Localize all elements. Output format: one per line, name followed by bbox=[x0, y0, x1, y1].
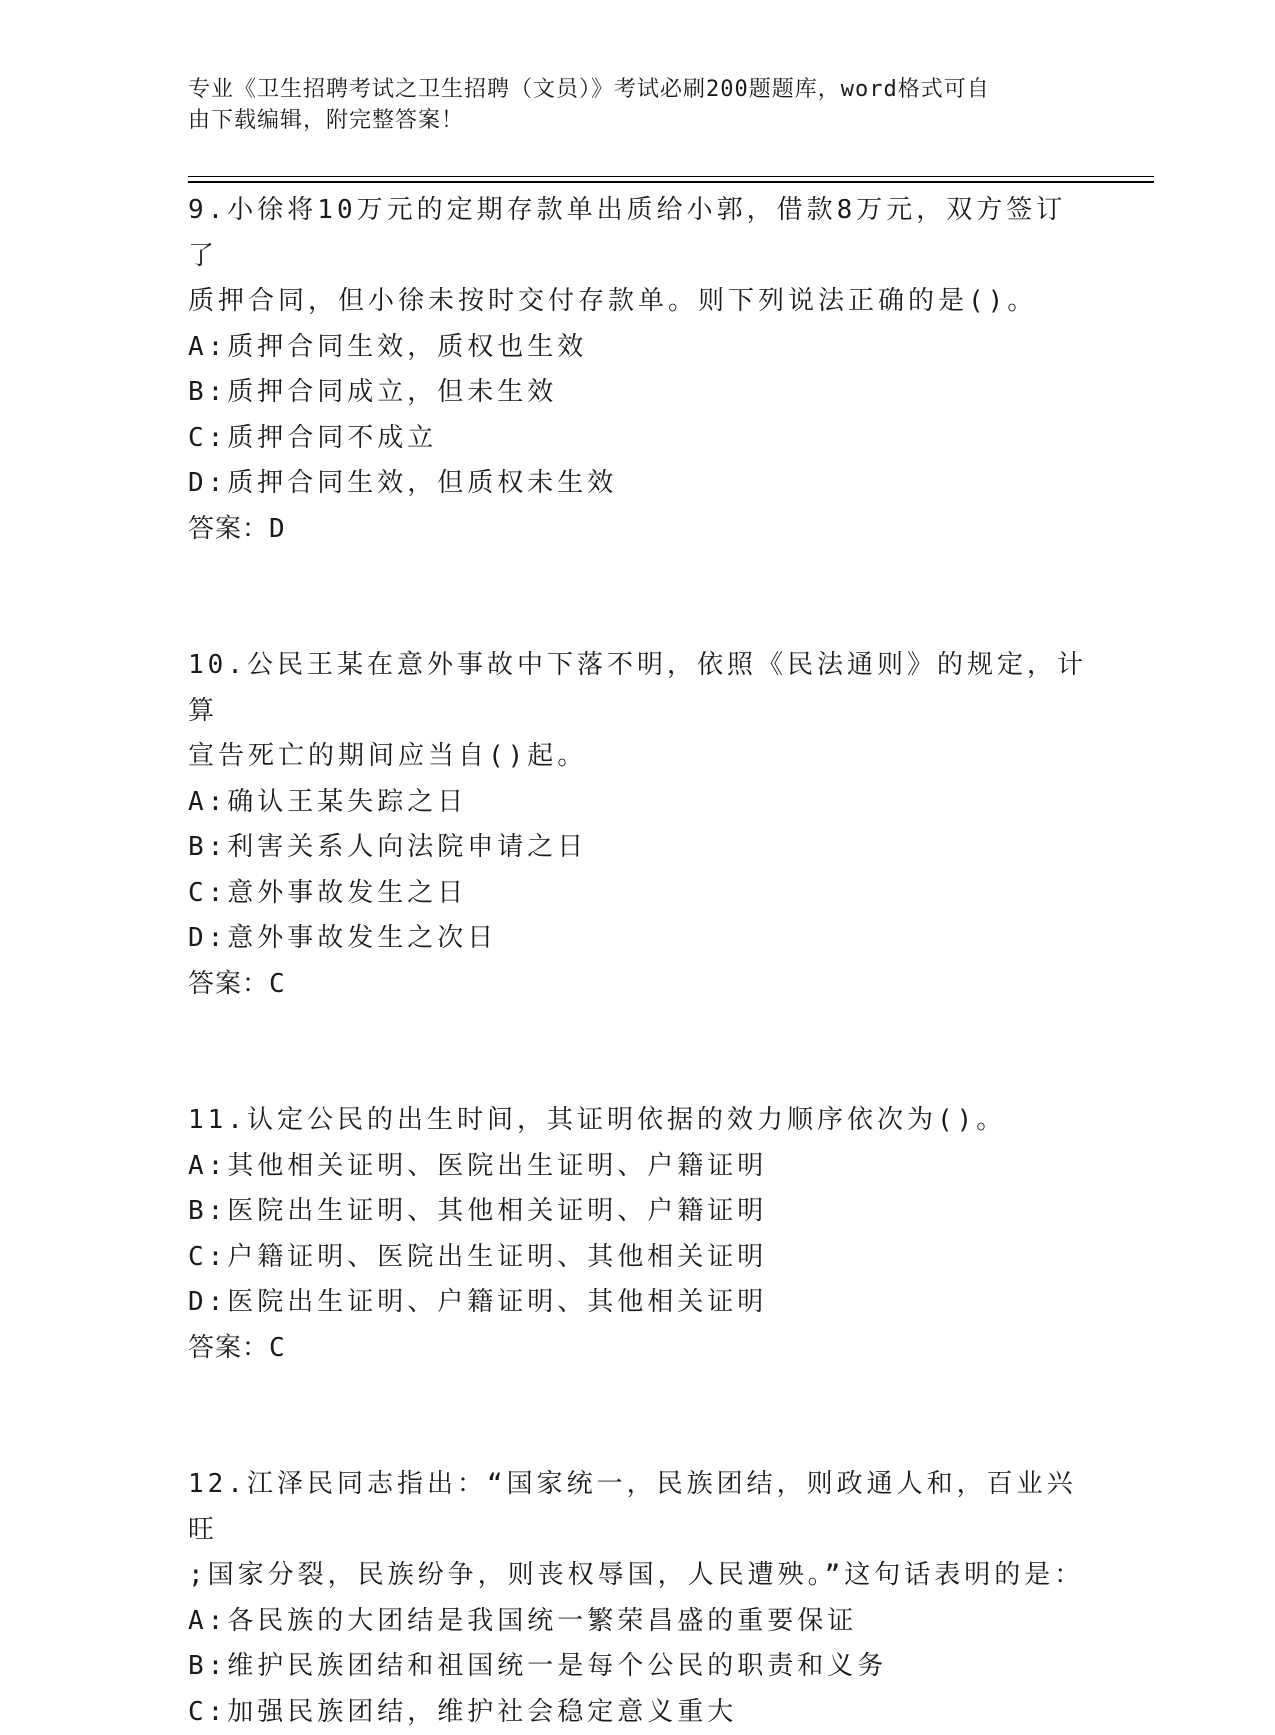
question-answer: 答案：D bbox=[188, 507, 1088, 553]
question-option: A:确认王某失踪之日 bbox=[188, 780, 1088, 826]
question-option: C:意外事故发生之日 bbox=[188, 871, 1088, 917]
question-stem: 宣告死亡的期间应当自()起。 bbox=[188, 734, 1088, 780]
question-option: A:质押合同生效，质权也生效 bbox=[188, 325, 1088, 371]
question-list bbox=[188, 188, 1088, 1735]
header-divider-thick bbox=[188, 181, 1154, 183]
question-item bbox=[188, 1098, 1088, 1371]
question-option: C:户籍证明、医院出生证明、其他相关证明 bbox=[188, 1235, 1088, 1281]
question-stem: 12.江泽民同志指出：“国家统一，民族团结，则政通人和，百业兴旺 bbox=[188, 1462, 1088, 1553]
question-answer: 答案：C bbox=[188, 1326, 1088, 1372]
header-divider-thin bbox=[188, 176, 1154, 177]
question-item bbox=[188, 188, 1088, 552]
question-option: C:质押合同不成立 bbox=[188, 416, 1088, 462]
header-line: 由下载编辑，附完整答案！ bbox=[188, 105, 1088, 136]
question-option: B:维护民族团结和祖国统一是每个公民的职责和义务 bbox=[188, 1644, 1088, 1690]
question-stem: 质押合同，但小徐未按时交付存款单。则下列说法正确的是()。 bbox=[188, 279, 1088, 325]
question-stem: 9.小徐将10万元的定期存款单出质给小郭，借款8万元，双方签订了 bbox=[188, 188, 1088, 279]
question-option: B:质押合同成立，但未生效 bbox=[188, 370, 1088, 416]
question-item bbox=[188, 643, 1088, 1007]
question-option: A:其他相关证明、医院出生证明、户籍证明 bbox=[188, 1144, 1088, 1190]
question-option: D:质押合同生效，但质权未生效 bbox=[188, 461, 1088, 507]
question-item bbox=[188, 1462, 1088, 1735]
question-spacer bbox=[188, 552, 1088, 643]
question-option: B:医院出生证明、其他相关证明、户籍证明 bbox=[188, 1189, 1088, 1235]
question-option: A:各民族的大团结是我国统一繁荣昌盛的重要保证 bbox=[188, 1599, 1088, 1645]
question-stem: 10.公民王某在意外事故中下落不明，依照《民法通则》的规定，计算 bbox=[188, 643, 1088, 734]
document-header bbox=[188, 74, 1088, 136]
question-stem: 11.认定公民的出生时间，其证明依据的效力顺序依次为()。 bbox=[188, 1098, 1088, 1144]
question-option: D:意外事故发生之次日 bbox=[188, 916, 1088, 962]
question-option: C:加强民族团结，维护社会稳定意义重大 bbox=[188, 1690, 1088, 1735]
question-stem: ;国家分裂，民族纷争，则丧权辱国，人民遭殃。”这句话表明的是： bbox=[188, 1553, 1088, 1599]
question-spacer bbox=[188, 1371, 1088, 1462]
question-option: D:医院出生证明、户籍证明、其他相关证明 bbox=[188, 1280, 1088, 1326]
question-spacer bbox=[188, 1007, 1088, 1098]
question-option: B:利害关系人向法院申请之日 bbox=[188, 825, 1088, 871]
header-line: 专业《卫生招聘考试之卫生招聘（文员）》考试必刷200题题库，word格式可自 bbox=[188, 74, 1088, 105]
question-answer: 答案：C bbox=[188, 962, 1088, 1008]
